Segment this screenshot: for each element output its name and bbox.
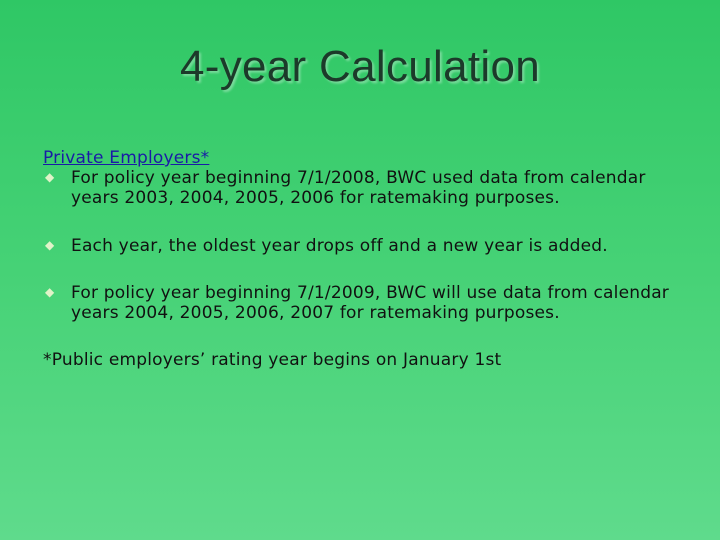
bullet-item xyxy=(43,283,683,323)
bullet-text: For policy year beginning 7/1/2008, BWC used data from calendar years 2003, 2004, 2005, 2006 for ratemaking purposes. xyxy=(71,168,646,208)
slide-content xyxy=(43,148,683,370)
slide-title: 4-year Calculation xyxy=(179,42,541,91)
footnote: *Public employers’ rating year begins on January 1st xyxy=(43,350,502,370)
bullet-text: Each year, the oldest year drops off and a new year is added. xyxy=(71,236,608,256)
section-heading: Private Employers* xyxy=(43,148,210,168)
bullet-text: For policy year beginning 7/1/2009, BWC will use data from calendar years 2004, 2005, 2006, 2007 for ratemaking purposes. xyxy=(71,283,669,323)
bullet-item xyxy=(43,168,683,208)
diamond-bullet-icon: ◆ xyxy=(45,238,55,252)
diamond-bullet-icon: ◆ xyxy=(45,170,55,184)
bullet-item xyxy=(43,236,683,256)
diamond-bullet-icon: ◆ xyxy=(45,285,55,299)
